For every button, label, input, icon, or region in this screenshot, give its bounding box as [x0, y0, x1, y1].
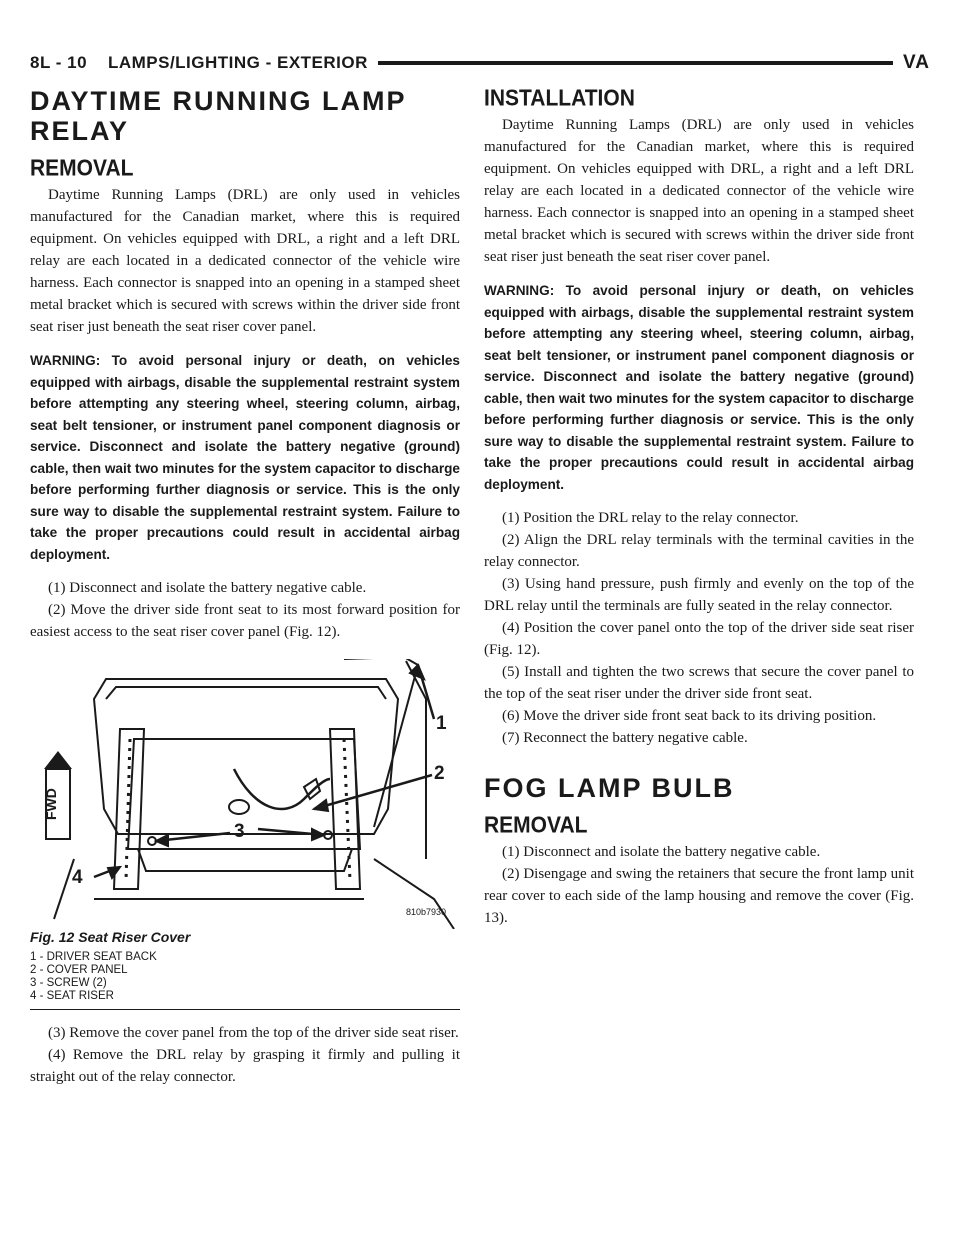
removal-step-2: (2) Move the driver side front seat to its most forward position for easiest access to the seat riser cover panel (Fig. 12).	[30, 602, 460, 640]
legend-item: 4 - SEAT RISER	[30, 990, 114, 1002]
seat-back-outline	[94, 679, 398, 834]
model-code: VA	[903, 52, 930, 73]
cover-panel-lower	[138, 849, 352, 871]
install-step-7: (7) Reconnect the battery negative cable.	[502, 730, 748, 746]
access-hole	[229, 800, 249, 814]
fog-removal-step-1: (1) Disconnect and isolate the battery negative cable.	[502, 844, 821, 860]
figure-caption: Fig. 12 Seat Riser Cover	[30, 929, 191, 945]
seat-riser-edge	[54, 859, 74, 919]
legend-item: 1 - DRIVER SEAT BACK	[30, 951, 157, 963]
right-column	[484, 86, 914, 929]
fog-removal-step-2: (2) Disengage and swing the retainers that secure the front lamp unit rear cover to each side of the lamp housing and remove the cover (Fig. 13).	[484, 866, 914, 926]
legend-item: 2 - COVER PANEL	[30, 964, 128, 976]
left-seat-rail	[114, 729, 144, 889]
warning-paragraph: WARNING: To avoid personal injury or death, on vehicles equipped with airbags, disable the supplemental restraint system before attempting any steering wheel, steering column, airbag, seat belt tensioner, or instrument panel component diagnosis or service. Disconnect and isolate the battery negative (ground) cable, then wait two minutes for the system capacitor to discharge before performing further diagnosis or service. This is the only sure way to disable the supplemental restraint system. Failure to take the proper precautions could result in accidental airbag deployment.	[484, 283, 914, 492]
warning-paragraph: WARNING: To avoid personal injury or death, on vehicles equipped with airbags, disable the supplemental restraint system before attempting any steering wheel, steering column, airbag, seat belt tensioner, or instrument panel component diagnosis or service. Disconnect and isolate the battery negative (ground) cable, then wait two minutes for the system capacitor to discharge before performing further diagnosis or service. This is the only sure way to disable the supplemental restraint system. Failure to take the proper precautions could result in accidental airbag deployment.	[30, 353, 460, 562]
figure-id: 810b7930	[405, 907, 446, 917]
header-rule	[378, 61, 893, 65]
install-step-5: (5) Install and tighten the two screws that secure the cover panel to the top of the seat riser under the driver side front seat.	[484, 664, 914, 702]
installation-heading: INSTALLATION	[484, 86, 635, 111]
legend-item: 3 - SCREW (2)	[30, 977, 107, 989]
section-title-drl-relay: DAYTIME RUNNING LAMP RELAY	[30, 86, 407, 146]
page-header	[30, 50, 930, 76]
removal-step-3: (3) Remove the cover panel from the top of the driver side seat riser.	[48, 1025, 459, 1041]
removal-step-4: (4) Remove the DRL relay by grasping it firmly and pulling it straight out of the relay connector.	[30, 1047, 460, 1085]
fwd-arrow	[44, 751, 72, 769]
removal-step-1: (1) Disconnect and isolate the battery negative cable.	[48, 580, 367, 596]
seat-back-side	[406, 661, 426, 859]
removal-heading: REMOVAL	[30, 156, 134, 181]
seat-riser-illustration	[34, 659, 456, 929]
seat-back-top-edge	[106, 687, 386, 699]
install-step-6: (6) Move the driver side front seat back to its driving position.	[502, 708, 877, 724]
install-step-4: (4) Position the cover panel onto the top of the driver side seat riser (Fig. 12).	[484, 620, 914, 658]
fwd-label: FWD	[43, 788, 59, 820]
right-seat-rail	[330, 729, 360, 889]
section-title-fog-lamp-bulb: FOG LAMP BULB	[484, 773, 735, 803]
callout-3: 3	[234, 821, 245, 842]
installation-intro-paragraph: Daytime Running Lamps (DRL) are only used in vehicles manufactured for the Canadian market, where this is required equipment. On vehicles equipped with DRL, a right and a left DRL relay are each located in a dedicated connector of the vehicle wire harness. Each connector is snapped into an opening in a stamped sheet metal bracket which is secured with screws within the driver side front seat riser just beneath the seat riser cover panel.	[484, 117, 914, 265]
callout-2: 2	[434, 763, 445, 784]
page-section-label: 8L - 10 LAMPS/LIGHTING - EXTERIOR	[30, 53, 368, 72]
fog-removal-heading: REMOVAL	[484, 813, 588, 838]
figure-legend	[30, 951, 460, 1010]
callout-1: 1	[436, 713, 447, 734]
left-column	[30, 86, 460, 1088]
install-step-1: (1) Position the DRL relay to the relay connector.	[502, 510, 799, 526]
removal-intro-paragraph: Daytime Running Lamps (DRL) are only used in vehicles manufactured for the Canadian market, where this is required equipment. On vehicles equipped with DRL, a right and a left DRL relay are each located in a dedicated connector of the vehicle wire harness. Each connector is snapped into an opening in a stamped sheet metal bracket which is secured with screws within the driver side front seat riser just beneath the seat riser cover panel.	[30, 187, 460, 335]
seat-riser-figure	[34, 659, 456, 929]
install-step-2: (2) Align the DRL relay terminals with the terminal cavities in the relay connector.	[484, 532, 914, 570]
callout-4: 4	[72, 867, 83, 888]
install-step-3: (3) Using hand pressure, push firmly and evenly on the top of the DRL relay until the terminals are fully seated in the relay connector.	[484, 576, 914, 614]
